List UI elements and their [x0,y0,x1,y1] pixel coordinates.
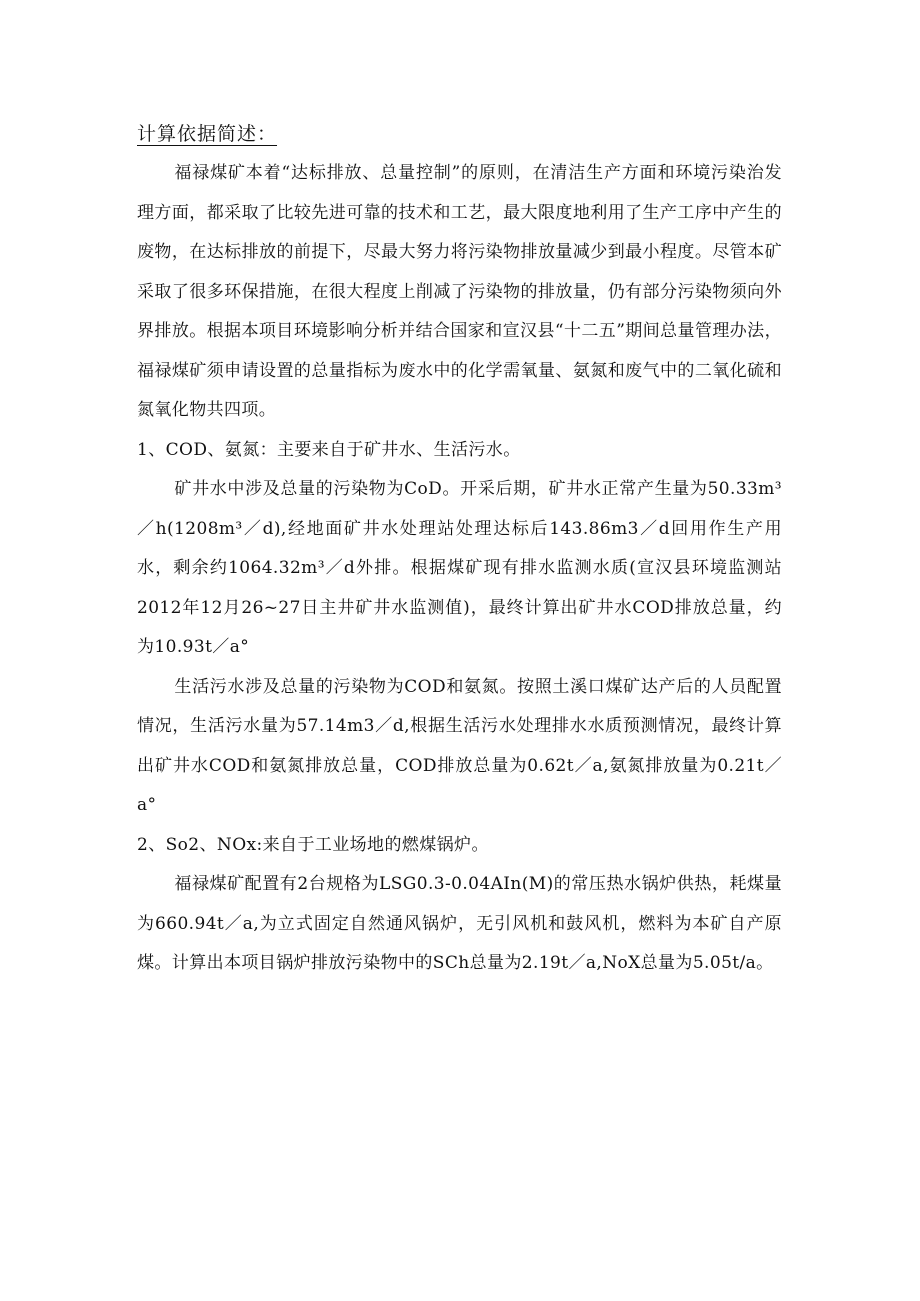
paragraph-boiler: 福禄煤矿配置有2台规格为LSG0.3-0.04AIn(M)的常压热水锅炉供热，耗煤量为660.94t／a,为立式固定自然通风锅炉，无引风机和鼓风机，燃料为本矿自产原煤。计算出本项目锅炉排放污染物中的SCh总量为2.19t／a,NoX总量为5.05t/a。 [137,874,782,973]
paragraph-domestic-sewage: 生活污水涉及总量的污染物为COD和氨氮。按照土溪口煤矿达产后的人员配置情况，生活污水量为57.14m3／d,根据生活污水处理排水水质预测情况，最终计算出矿井水COD和氨氮排放总量，COD排放总量为0.62t／a,氨氮排放量为0.21t／a° [137,676,782,815]
item-heading-so2-nox: 2、So2、NOx:来自于工业场地的燃煤锅炉。 [137,834,489,855]
paragraph-mine-water: 矿井水中涉及总量的污染物为CoD。开采后期，矿井水正常产生量为50.33m³／h(1208m³／d),经地面矿井水处理站处理达标后143.86m3／d回用作生产用水，剩余约1064.32m³／d外排。根据煤矿现有排水监测水质(宣汉县环境监测站2012年12月26~27日主井矿井水监测值)，最终计算出矿井水COD排放总量，约为10.93t／a° [137,479,782,657]
section-heading: 计算依据简述： [137,123,278,145]
document-body [137,154,782,984]
paragraph-overview: 福禄煤矿本着“达标排放、总量控制”的原则，在清洁生产方面和环境污染治发理方面，都采取了比较先进可靠的技术和工艺，最大限度地利用了生产工序中产生的废物，在达标排放的前提下，尽最大努力将污染物排放量减少到最小程度。尽管本矿采取了很多环保措施，在很大程度上削减了污染物的排放量，仍有部分污染物须向外界排放。根据本项目环境影响分析并结合国家和宣汉县“十二五”期间总量管理办法，福禄煤矿须申请设置的总量指标为废水中的化学需氧量、氨氮和废气中的二氧化硫和氮氧化物共四项。 [137,163,782,420]
item-heading-cod: 1、COD、氨氮：主要来自于矿井水、生活污水。 [137,439,521,460]
